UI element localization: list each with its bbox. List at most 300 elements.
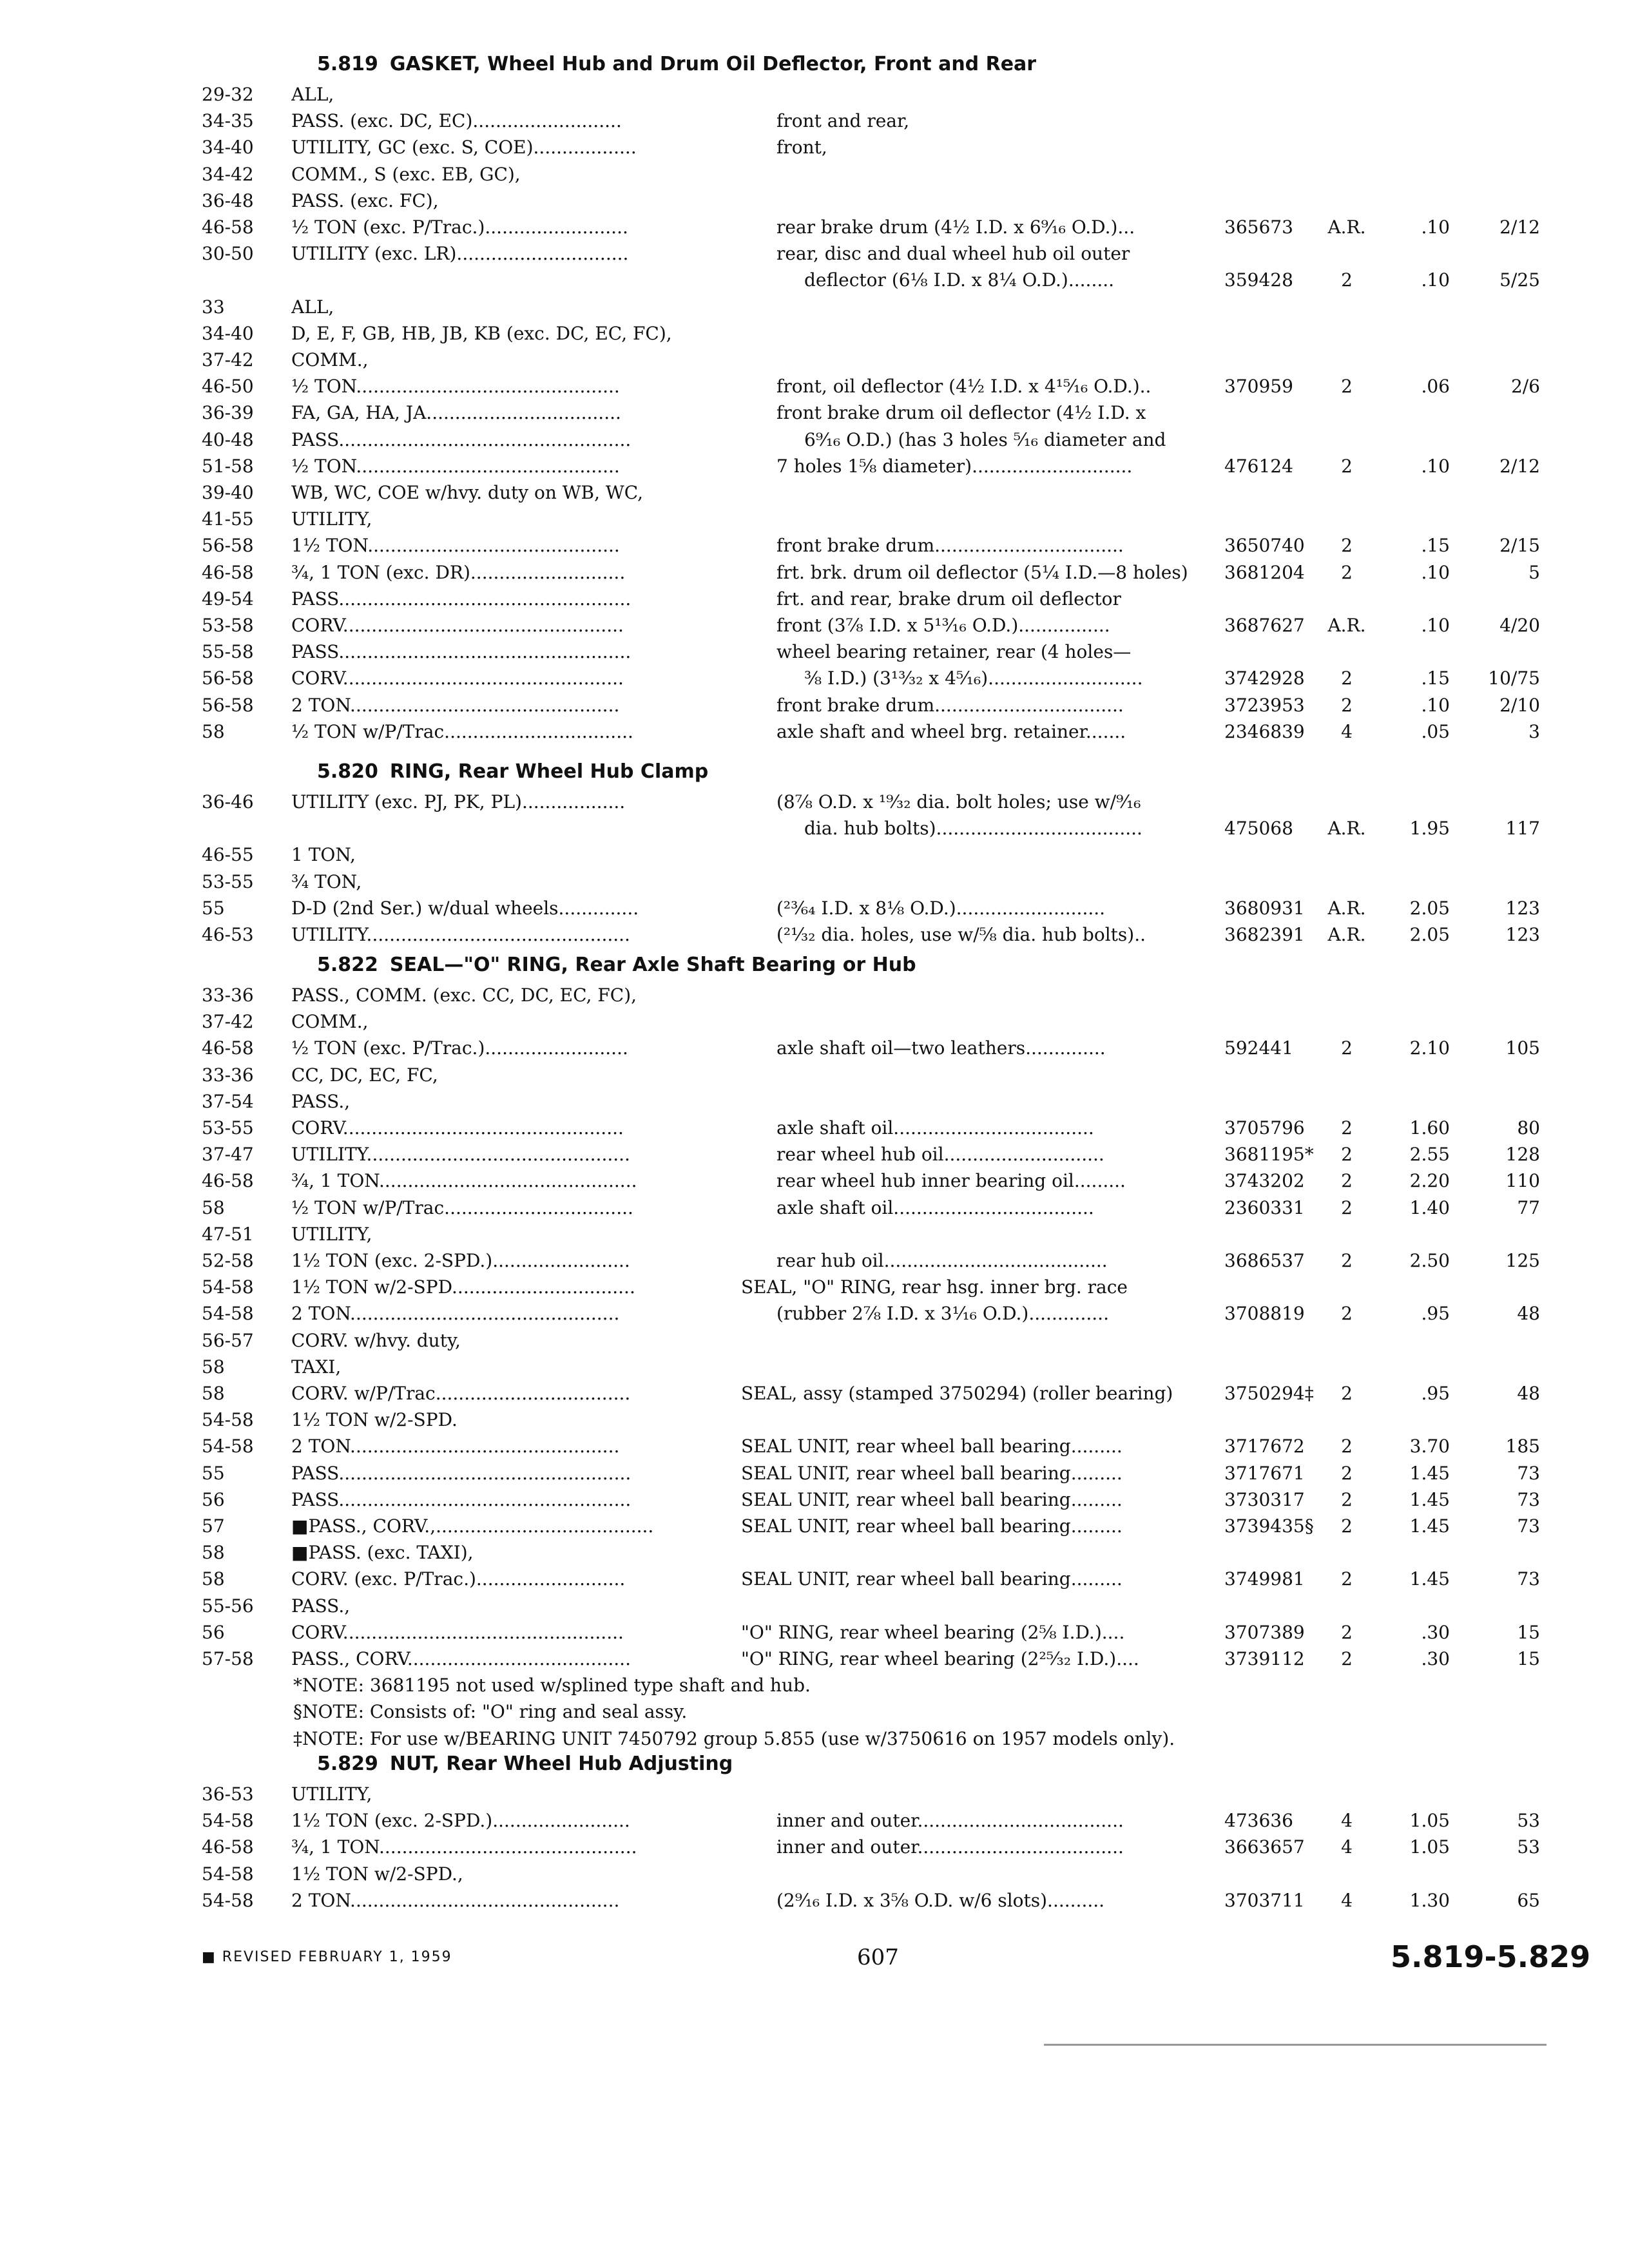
- model-application: ALL,: [291, 84, 334, 105]
- year-range: 58: [202, 1383, 225, 1404]
- year-range: 56-58: [202, 695, 254, 716]
- parts-row: [0, 482, 1629, 508]
- model-application: UTILITY..............................................: [291, 1144, 630, 1165]
- part-number: 3723953: [1224, 695, 1305, 716]
- quantity: 2: [1341, 1117, 1353, 1139]
- model-application: ½ TON w/P/Trac.................................: [291, 721, 633, 742]
- part-number: 3687627: [1224, 615, 1305, 636]
- package-quantity: 2/12: [1499, 456, 1540, 477]
- quantity: A.R.: [1327, 615, 1366, 636]
- list-price: 2.20: [1409, 1170, 1450, 1191]
- list-price: .10: [1421, 269, 1450, 291]
- parts-row: [0, 1890, 1629, 1916]
- model-application: CORV.................................................: [291, 1622, 624, 1643]
- model-application: 1½ TON w/2-SPD.: [291, 1409, 458, 1430]
- part-number: 475068: [1224, 818, 1293, 839]
- model-application: PASS., COMM. (exc. CC, DC, EC, FC),: [291, 985, 637, 1006]
- section-title: RING, Rear Wheel Hub Clamp: [389, 760, 709, 783]
- part-description: front, oil deflector (4½ I.D. x 4¹⁵⁄₁₆ O.D.)..: [776, 376, 1152, 397]
- part-description: frt. and rear, brake drum oil deflector: [776, 588, 1121, 610]
- model-application: ½ TON..............................................: [291, 456, 620, 477]
- section-header: [317, 53, 1036, 75]
- part-description: axle shaft oil...................................: [776, 1197, 1094, 1218]
- footnote: ‡NOTE: For use w/BEARING UNIT 7450792 group 5.855 (use w/3750616 on 1957 models only).: [293, 1728, 1175, 1749]
- quantity: 2: [1341, 535, 1353, 556]
- list-price: 1.05: [1409, 1810, 1450, 1831]
- part-description: SEAL UNIT, rear wheel ball bearing.........: [741, 1568, 1123, 1590]
- package-quantity: 125: [1505, 1250, 1540, 1271]
- parts-row: [0, 1863, 1629, 1889]
- model-application: COMM.,: [291, 349, 369, 370]
- year-range: 54-58: [202, 1863, 254, 1885]
- quantity: A.R.: [1327, 898, 1366, 919]
- part-number: 3703711: [1224, 1890, 1305, 1911]
- part-number: 3681195*: [1224, 1144, 1314, 1165]
- part-number: 3739112: [1224, 1648, 1305, 1669]
- parts-row: [0, 1224, 1629, 1249]
- year-range: 29-32: [202, 84, 254, 105]
- parts-row: [0, 1170, 1629, 1196]
- list-price: 1.45: [1409, 1515, 1450, 1537]
- part-description: ⅜ I.D.) (3¹³⁄₃₂ x 4⁵⁄₁₆)...........................: [804, 668, 1143, 689]
- parts-row: [0, 456, 1629, 481]
- parts-row: [0, 1197, 1629, 1223]
- quantity: 4: [1341, 721, 1353, 742]
- model-application: UTILITY (exc. LR)..............................: [291, 243, 629, 264]
- part-description: SEAL UNIT, rear wheel ball bearing.........: [741, 1489, 1123, 1510]
- model-application: PASS...................................................: [291, 429, 631, 450]
- year-range: 34-40: [202, 323, 254, 344]
- model-application: COMM., S (exc. EB, GC),: [291, 164, 521, 185]
- section-header: [317, 954, 916, 976]
- quantity: 2: [1341, 1037, 1353, 1059]
- part-description: front (3⅞ I.D. x 5¹³⁄₁₆ O.D.)................: [776, 615, 1110, 636]
- section-header: [317, 1753, 733, 1775]
- section-header: [317, 760, 708, 783]
- list-price: .10: [1421, 562, 1450, 583]
- model-application: 2 TON...............................................: [291, 1303, 620, 1324]
- model-application: ½ TON (exc. P/Trac.).........................: [291, 1037, 628, 1059]
- list-price: .95: [1421, 1303, 1450, 1324]
- parts-row: [0, 84, 1629, 110]
- package-quantity: 2/6: [1510, 376, 1540, 397]
- part-number: 3707389: [1224, 1622, 1305, 1643]
- list-price: .30: [1421, 1648, 1450, 1669]
- list-price: .05: [1421, 721, 1450, 742]
- model-application: CORV.................................................: [291, 668, 624, 689]
- part-number: 3743202: [1224, 1170, 1305, 1191]
- year-range: 37-42: [202, 1011, 254, 1032]
- list-price: .10: [1421, 456, 1450, 477]
- parts-row: [0, 376, 1629, 401]
- quantity: 2: [1341, 1489, 1353, 1510]
- model-application: ½ TON (exc. P/Trac.).........................: [291, 216, 628, 238]
- quantity: 4: [1341, 1810, 1353, 1831]
- model-application: PASS...................................................: [291, 641, 631, 662]
- parts-row: [0, 1810, 1629, 1836]
- part-description: axle shaft oil...................................: [776, 1117, 1094, 1139]
- year-range: 54-58: [202, 1276, 254, 1298]
- footer-page-number: 607: [857, 1945, 899, 1970]
- model-application: PASS. (exc. FC),: [291, 190, 439, 211]
- model-application: CORV.................................................: [291, 1117, 624, 1139]
- year-range: 34-40: [202, 137, 254, 158]
- part-description: SEAL, assy (stamped 3750294) (roller bearing): [741, 1383, 1173, 1404]
- part-number: 592441: [1224, 1037, 1293, 1059]
- model-application: D-D (2nd Ser.) w/dual wheels..............: [291, 898, 639, 919]
- year-range: 36-39: [202, 402, 254, 423]
- year-range: 55-56: [202, 1595, 254, 1617]
- parts-row: [0, 1037, 1629, 1063]
- model-application: 2 TON...............................................: [291, 695, 620, 716]
- part-description: SEAL UNIT, rear wheel ball bearing.........: [741, 1515, 1123, 1537]
- section-number: 5.820: [317, 760, 378, 783]
- part-number: 3681204: [1224, 562, 1305, 583]
- parts-row: [0, 429, 1629, 455]
- part-number: 3750294‡: [1224, 1383, 1314, 1404]
- part-description: front and rear,: [776, 110, 910, 131]
- section-title: SEAL—"O" RING, Rear Axle Shaft Bearing or Hub: [389, 954, 916, 976]
- model-application: ½ TON w/P/Trac.................................: [291, 1197, 633, 1218]
- model-application: 2 TON...............................................: [291, 1890, 620, 1911]
- part-description: deflector (6⅛ I.D. x 8¼ O.D.)........: [804, 269, 1115, 291]
- parts-row: [0, 110, 1629, 136]
- quantity: 2: [1341, 269, 1353, 291]
- part-number: 365673: [1224, 216, 1293, 238]
- parts-row: [0, 1303, 1629, 1329]
- year-range: 37-42: [202, 349, 254, 370]
- parts-row: [0, 985, 1629, 1010]
- part-description: SEAL UNIT, rear wheel ball bearing.........: [741, 1463, 1123, 1484]
- year-range: 54-58: [202, 1810, 254, 1831]
- year-range: 40-48: [202, 429, 254, 450]
- part-number: 3686537: [1224, 1250, 1305, 1271]
- package-quantity: 185: [1505, 1436, 1540, 1457]
- year-range: 53-55: [202, 871, 254, 892]
- year-range: 52-58: [202, 1250, 254, 1271]
- year-range: 41-55: [202, 508, 254, 530]
- quantity: 2: [1341, 1568, 1353, 1590]
- year-range: 51-58: [202, 456, 254, 477]
- parts-row: [0, 818, 1629, 843]
- part-number: 3717672: [1224, 1436, 1305, 1457]
- list-price: 1.60: [1409, 1117, 1450, 1139]
- parts-row: [0, 1836, 1629, 1862]
- year-range: 46-53: [202, 924, 254, 945]
- year-range: 55: [202, 1463, 225, 1484]
- model-application: 1½ TON w/2-SPD................................: [291, 1276, 635, 1298]
- year-range: 56: [202, 1489, 225, 1510]
- part-description: axle shaft oil—two leathers..............: [776, 1037, 1106, 1059]
- package-quantity: 105: [1505, 1037, 1540, 1059]
- part-description: rear, disc and dual wheel hub oil outer: [776, 243, 1130, 264]
- year-range: 46-58: [202, 562, 254, 583]
- parts-row: [0, 1011, 1629, 1037]
- part-number: 3708819: [1224, 1303, 1305, 1324]
- year-range: 53-58: [202, 615, 254, 636]
- quantity: 4: [1341, 1890, 1353, 1911]
- year-range: 53-55: [202, 1117, 254, 1139]
- parts-row: [0, 243, 1629, 269]
- model-application: ½ TON..............................................: [291, 376, 620, 397]
- year-range: 56-57: [202, 1330, 254, 1351]
- footer-section-range: 5.819-5.829: [1391, 1939, 1591, 1974]
- model-application: UTILITY,: [291, 508, 372, 530]
- parts-row: [0, 323, 1629, 349]
- part-description: 7 holes 1⅝ diameter)............................: [776, 456, 1133, 477]
- year-range: 57: [202, 1515, 225, 1537]
- part-description: 6⁹⁄₁₆ O.D.) (has 3 holes ⁵⁄₁₆ diameter and: [804, 429, 1166, 450]
- year-range: 54-58: [202, 1303, 254, 1324]
- parts-row: [0, 1568, 1629, 1594]
- package-quantity: 73: [1517, 1568, 1540, 1590]
- part-number: 3730317: [1224, 1489, 1305, 1510]
- list-price: 2.10: [1409, 1037, 1450, 1059]
- package-quantity: 80: [1517, 1117, 1540, 1139]
- part-description: axle shaft and wheel brg. retainer.......: [776, 721, 1126, 742]
- year-range: 57-58: [202, 1648, 254, 1669]
- model-application: PASS.,: [291, 1091, 351, 1112]
- model-application: UTILITY, GC (exc. S, COE)..................: [291, 137, 637, 158]
- list-price: .06: [1421, 376, 1450, 397]
- package-quantity: 15: [1517, 1622, 1540, 1643]
- part-description: front,: [776, 137, 827, 158]
- quantity: 2: [1341, 1463, 1353, 1484]
- year-range: 36-48: [202, 190, 254, 211]
- quantity: 2: [1341, 456, 1353, 477]
- parts-row: [0, 898, 1629, 923]
- part-description: "O" RING, rear wheel bearing (2²⁵⁄₃₂ I.D.)....: [741, 1648, 1139, 1669]
- parts-row: [0, 721, 1629, 747]
- parts-row: [0, 1144, 1629, 1169]
- parts-row: [0, 1276, 1629, 1302]
- package-quantity: 117: [1505, 818, 1540, 839]
- footnote: §NOTE: Consists of: "O" ring and seal assy.: [293, 1701, 688, 1722]
- footnote: *NOTE: 3681195 not used w/splined type shaft and hub.: [293, 1675, 811, 1696]
- list-price: 2.05: [1409, 924, 1450, 945]
- model-application: PASS. (exc. DC, EC)..........................: [291, 110, 622, 131]
- part-number: 3682391: [1224, 924, 1305, 945]
- parts-row: [0, 1648, 1629, 1674]
- year-range: 37-47: [202, 1144, 254, 1165]
- parts-row: [0, 508, 1629, 534]
- model-application: 2 TON...............................................: [291, 1436, 620, 1457]
- year-range: 33-36: [202, 985, 254, 1006]
- year-range: 54-58: [202, 1409, 254, 1430]
- model-application: UTILITY (exc. PJ, PK, PL)..................: [291, 791, 626, 812]
- model-application: 1½ TON (exc. 2-SPD.)........................: [291, 1810, 630, 1831]
- model-application: TAXI,: [291, 1356, 342, 1378]
- parts-row: [0, 588, 1629, 614]
- model-application: ¾, 1 TON (exc. DR)...........................: [291, 562, 626, 583]
- part-number: 3705796: [1224, 1117, 1305, 1139]
- package-quantity: 15: [1517, 1648, 1540, 1669]
- list-price: 2.05: [1409, 898, 1450, 919]
- part-description: inner and outer....................................: [776, 1836, 1124, 1858]
- parts-row: [0, 349, 1629, 375]
- year-range: 54-58: [202, 1436, 254, 1457]
- part-number: 3739435§: [1224, 1515, 1314, 1537]
- list-price: .10: [1421, 615, 1450, 636]
- parts-row: [0, 1117, 1629, 1143]
- model-application: CC, DC, EC, FC,: [291, 1064, 438, 1086]
- package-quantity: 5: [1528, 562, 1540, 583]
- quantity: 2: [1341, 376, 1353, 397]
- year-range: 33: [202, 296, 225, 318]
- part-description: wheel bearing retainer, rear (4 holes—: [776, 641, 1132, 662]
- model-application: UTILITY..............................................: [291, 924, 630, 945]
- parts-row: [0, 1250, 1629, 1276]
- package-quantity: 5/25: [1499, 269, 1540, 291]
- list-price: .95: [1421, 1383, 1450, 1404]
- parts-row: [0, 1383, 1629, 1408]
- quantity: 4: [1341, 1836, 1353, 1858]
- parts-row: [0, 216, 1629, 242]
- part-description: frt. brk. drum oil deflector (5¼ I.D.—8 holes): [776, 562, 1188, 583]
- package-quantity: 65: [1517, 1890, 1540, 1911]
- model-application: PASS...................................................: [291, 588, 631, 610]
- parts-row: [0, 791, 1629, 817]
- part-description: front brake drum oil deflector (4½ I.D. x: [776, 402, 1146, 423]
- model-application: PASS...................................................: [291, 1489, 631, 1510]
- quantity: 2: [1341, 668, 1353, 689]
- quantity: A.R.: [1327, 924, 1366, 945]
- parts-row: [0, 164, 1629, 189]
- section-number: 5.822: [317, 954, 378, 976]
- package-quantity: 3: [1528, 721, 1540, 742]
- parts-row: [0, 1463, 1629, 1488]
- package-quantity: 128: [1505, 1144, 1540, 1165]
- parts-row: [0, 1356, 1629, 1382]
- package-quantity: 48: [1517, 1383, 1540, 1404]
- model-application: ■PASS. (exc. TAXI),: [291, 1542, 474, 1563]
- year-range: 33-36: [202, 1064, 254, 1086]
- scan-artifact-line: [1044, 2044, 1547, 2046]
- parts-row: [0, 1595, 1629, 1621]
- year-range: 58: [202, 721, 225, 742]
- package-quantity: 4/20: [1499, 615, 1540, 636]
- package-quantity: 48: [1517, 1303, 1540, 1324]
- package-quantity: 53: [1517, 1810, 1540, 1831]
- section-number: 5.819: [317, 53, 378, 75]
- package-quantity: 110: [1505, 1170, 1540, 1191]
- list-price: 1.45: [1409, 1568, 1450, 1590]
- parts-row: [0, 924, 1629, 950]
- year-range: 34-35: [202, 110, 254, 131]
- part-number: 3650740: [1224, 535, 1305, 556]
- section-title: NUT, Rear Wheel Hub Adjusting: [389, 1753, 733, 1775]
- parts-row: [0, 1783, 1629, 1809]
- parts-row: [0, 1064, 1629, 1090]
- year-range: 46-58: [202, 1037, 254, 1059]
- part-description: dia. hub bolts)....................................: [804, 818, 1142, 839]
- quantity: 2: [1341, 1622, 1353, 1643]
- quantity: 2: [1341, 1250, 1353, 1271]
- quantity: 2: [1341, 1303, 1353, 1324]
- part-description: rear brake drum (4½ I.D. x 6⁹⁄₁₆ O.D.)...: [776, 216, 1135, 238]
- parts-row: [0, 1542, 1629, 1568]
- parts-row: [0, 1622, 1629, 1648]
- parts-row: [0, 1409, 1629, 1435]
- list-price: 2.50: [1409, 1250, 1450, 1271]
- list-price: 1.30: [1409, 1890, 1450, 1911]
- list-price: .15: [1421, 668, 1450, 689]
- section-title: GASKET, Wheel Hub and Drum Oil Deflector, Front and Rear: [389, 53, 1037, 75]
- parts-row: [0, 1091, 1629, 1117]
- package-quantity: 123: [1505, 898, 1540, 919]
- part-number: 3717671: [1224, 1463, 1305, 1484]
- model-application: WB, WC, COE w/hvy. duty on WB, WC,: [291, 482, 644, 503]
- part-description: SEAL UNIT, rear wheel ball bearing.........: [741, 1436, 1123, 1457]
- quantity: 2: [1341, 1515, 1353, 1537]
- quantity: 2: [1341, 1144, 1353, 1165]
- year-range: 30-50: [202, 243, 254, 264]
- model-application: FA, GA, HA, JA..................................: [291, 402, 621, 423]
- package-quantity: 2/12: [1499, 216, 1540, 238]
- parts-row: [0, 1489, 1629, 1515]
- model-application: 1½ TON w/2-SPD.,: [291, 1863, 463, 1885]
- part-number: 2346839: [1224, 721, 1305, 742]
- model-application: D, E, F, GB, HB, JB, KB (exc. DC, EC, FC),: [291, 323, 672, 344]
- year-range: 47-51: [202, 1224, 254, 1245]
- part-number: 3663657: [1224, 1836, 1305, 1858]
- part-description: "O" RING, rear wheel bearing (2⅝ I.D.)....: [741, 1622, 1125, 1643]
- year-range: 36-53: [202, 1783, 254, 1805]
- list-price: 1.05: [1409, 1836, 1450, 1858]
- model-application: CORV. w/P/Trac..................................: [291, 1383, 631, 1404]
- year-range: 37-54: [202, 1091, 254, 1112]
- part-description: (²¹⁄₃₂ dia. holes, use w/⅝ dia. hub bolts)..: [776, 924, 1146, 945]
- year-range: 49-54: [202, 588, 254, 610]
- list-price: .15: [1421, 535, 1450, 556]
- package-quantity: 123: [1505, 924, 1540, 945]
- part-number: 2360331: [1224, 1197, 1305, 1218]
- year-range: 46-50: [202, 376, 254, 397]
- package-quantity: 73: [1517, 1463, 1540, 1484]
- model-application: COMM.,: [291, 1011, 369, 1032]
- list-price: 1.45: [1409, 1463, 1450, 1484]
- part-description: (rubber 2⅞ I.D. x 3⅟₁₆ O.D.)..............: [776, 1303, 1109, 1324]
- parts-row: [0, 844, 1629, 870]
- quantity: 2: [1341, 1197, 1353, 1218]
- package-quantity: 73: [1517, 1515, 1540, 1537]
- model-application: ¾, 1 TON.............................................: [291, 1836, 637, 1858]
- list-price: 2.55: [1409, 1144, 1450, 1165]
- year-range: 46-58: [202, 216, 254, 238]
- model-application: PASS., CORV.......................................: [291, 1648, 631, 1669]
- part-description: front brake drum.................................: [776, 535, 1124, 556]
- list-price: 1.40: [1409, 1197, 1450, 1218]
- list-price: .10: [1421, 695, 1450, 716]
- model-application: CORV. (exc. P/Trac.)..........................: [291, 1568, 626, 1590]
- parts-row: [0, 695, 1629, 720]
- part-description: inner and outer....................................: [776, 1810, 1124, 1831]
- model-application: PASS.,: [291, 1595, 351, 1617]
- parts-row: [0, 1330, 1629, 1356]
- year-range: 56-58: [202, 668, 254, 689]
- part-number: 3742928: [1224, 668, 1305, 689]
- part-description: SEAL, "O" RING, rear hsg. inner brg. race: [741, 1276, 1128, 1298]
- parts-row: [0, 296, 1629, 322]
- parts-row: [0, 190, 1629, 216]
- year-range: 54-58: [202, 1890, 254, 1911]
- year-range: 58: [202, 1197, 225, 1218]
- parts-row: [0, 615, 1629, 640]
- model-application: 1½ TON (exc. 2-SPD.)........................: [291, 1250, 630, 1271]
- section-number: 5.829: [317, 1753, 378, 1775]
- package-quantity: 10/75: [1488, 668, 1540, 689]
- part-number: 473636: [1224, 1810, 1293, 1831]
